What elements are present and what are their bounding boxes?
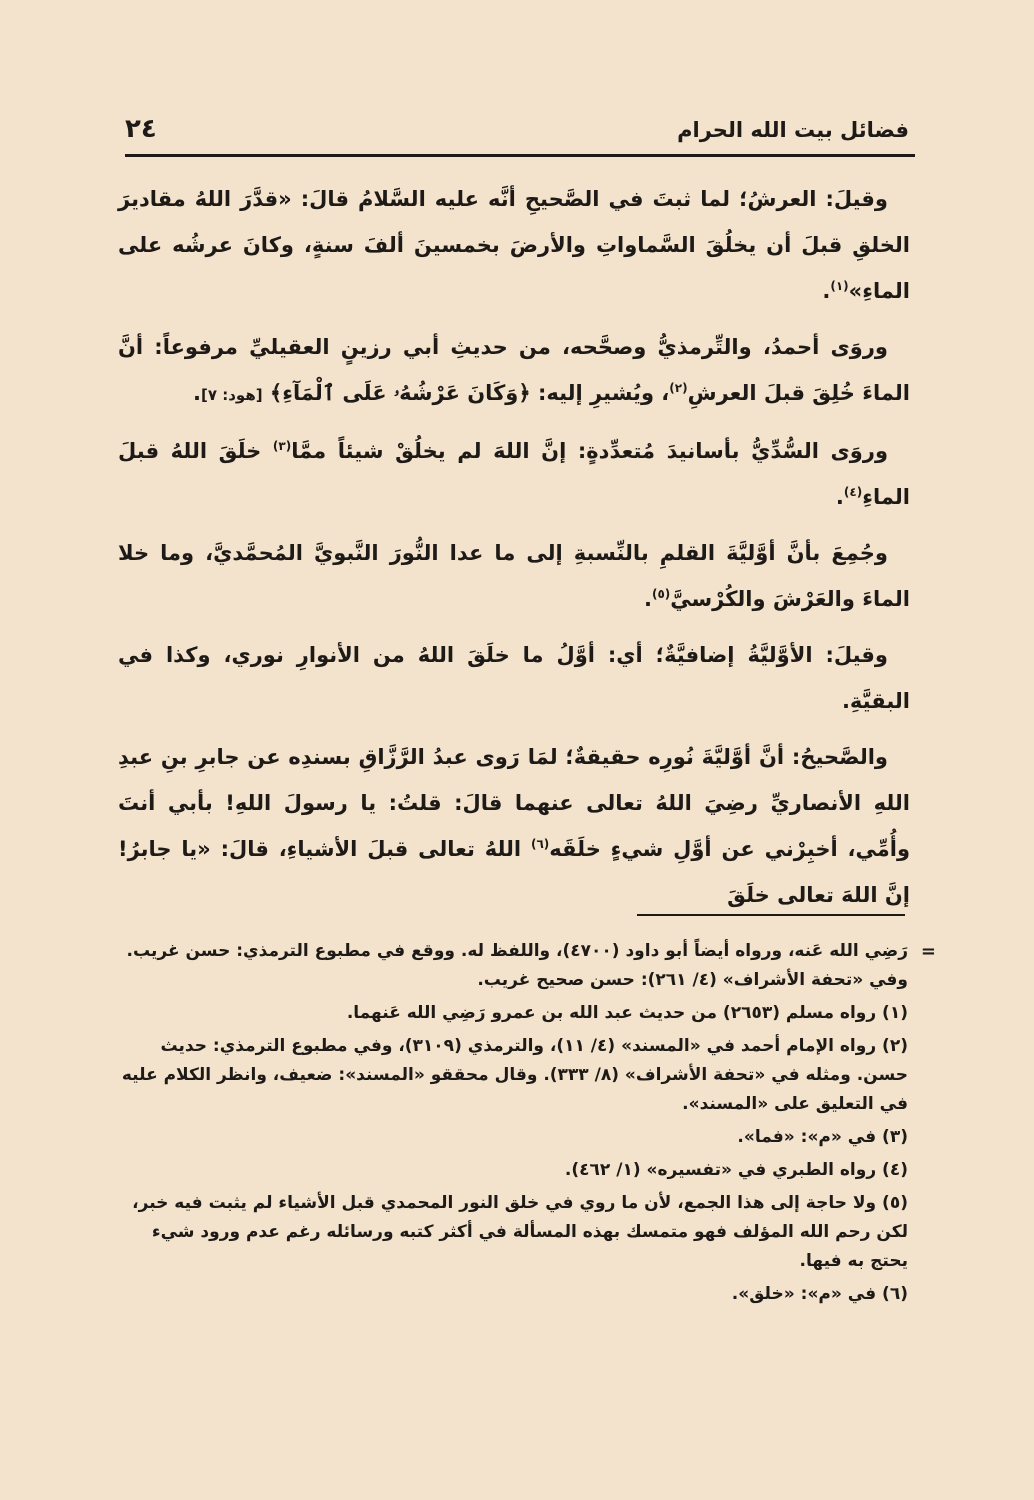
footnote-text: رواه مسلم (٢٦٥٣) من حديث عبد الله بن عمرو رَضِي الله عَنهما. bbox=[346, 1003, 877, 1023]
footnote-label: (٤) bbox=[876, 1160, 908, 1180]
footnote-marker[interactable]: (٢) bbox=[669, 381, 688, 395]
footnote-marker[interactable]: (١) bbox=[830, 279, 849, 293]
footnote-item bbox=[118, 1032, 908, 1119]
paragraph-p5 bbox=[118, 632, 910, 724]
footnote-marker[interactable]: (٦) bbox=[530, 837, 550, 851]
header-rule bbox=[125, 154, 915, 157]
footnote-continuation-mark: = bbox=[920, 941, 936, 962]
text-run: . bbox=[822, 279, 831, 303]
footnote-text: في «م»: «خلق». bbox=[731, 1284, 877, 1304]
paragraph-p1 bbox=[118, 176, 910, 314]
paragraph-p3 bbox=[118, 428, 910, 520]
paragraph-p2 bbox=[118, 324, 910, 418]
footnote-label: (٢) bbox=[876, 1036, 908, 1056]
text-run: وروَى السُّدِّيُّ بأسانيدَ مُتعدِّدةٍ: إنَّ اللهَ لم يخلُقْ شيئاً ممَّا bbox=[291, 439, 888, 463]
running-header bbox=[125, 112, 909, 152]
footnotes bbox=[118, 937, 936, 1313]
footnote-text: رَضِي الله عَنه، ورواه أيضاً أبو داود (٤٧٠٠)، واللفظ له. ووقع في مطبوع الترمذي: حسن غريب. وفي «تحفة الأشراف» (٤/ ٢٦١): حسن صحيح غريب. bbox=[126, 941, 908, 990]
text-run: وقيلَ: الأوَّليَّةُ إضافيَّةٌ؛ أي: أوَّلُ ما خلَقَ اللهُ من الأنوارِ نوري، وكذا في البقيَّةِ. bbox=[118, 643, 910, 713]
footnote-text: رواه الطبري في «تفسيره» (١/ ٤٦٢). bbox=[564, 1160, 877, 1180]
footnote-item bbox=[118, 1123, 908, 1152]
page-number: ٢٤ bbox=[125, 114, 157, 144]
footnote-marker[interactable]: (٤) bbox=[843, 485, 863, 499]
footnote-item bbox=[118, 1156, 908, 1185]
text-run: . bbox=[835, 485, 844, 509]
footnote-separator bbox=[637, 914, 905, 916]
paragraph-p6 bbox=[118, 734, 910, 918]
footnote-label: (٣) bbox=[876, 1127, 908, 1147]
footnote-label: (٦) bbox=[876, 1284, 908, 1304]
text-run bbox=[263, 381, 270, 405]
footnote-item bbox=[118, 999, 908, 1028]
verse-reference: [هود: ٧] bbox=[201, 386, 263, 404]
quran-quote: ﴿وَكَانَ عَرْشُهُۥ عَلَى ٱلْمَآءِ﴾ bbox=[269, 381, 531, 405]
text-run: وجُمِعَ بأنَّ أوَّليَّةَ القلمِ بالنِّسبةِ إلى ما عدا النُّورَ النَّبويَّ المُحمَّديَّ، وما خلا الماءَ والعَرْشَ والكُرْسيَّ bbox=[118, 541, 910, 611]
book-title: فضائل بيت الله الحرام bbox=[677, 118, 909, 142]
footnote-item bbox=[118, 937, 908, 995]
text-run: ، ويُشيرِ إليه: bbox=[530, 381, 670, 405]
text-run: . bbox=[193, 381, 201, 405]
footnote-item bbox=[118, 1189, 908, 1276]
paragraph-p4 bbox=[118, 530, 910, 622]
footnote-item bbox=[118, 1280, 908, 1309]
footnote-list bbox=[118, 937, 908, 1309]
footnote-label: (٥) bbox=[876, 1193, 908, 1213]
text-run: وروَى أحمدُ، والتِّرمذيُّ وصحَّحه، من حديثِ أبي رزينٍ العقيليِّ مرفوعاً: أنَّ الماءَ خُلِقَ قبلَ العرشِ bbox=[118, 335, 910, 405]
main-text bbox=[118, 176, 910, 928]
text-run: وقيلَ: العرشُ؛ لما ثبتَ في الصَّحيحِ أنَّه عليه السَّلامُ قالَ: «قدَّرَ اللهُ مقاديرَ الخلقِ قبلَ أن يخلُقَ السَّماواتِ والأرضَ بخمسينَ ألفَ سنةٍ، وكانَ عرشُه على الماءِ» bbox=[118, 187, 910, 303]
text-run: . bbox=[643, 587, 652, 611]
text-run: اللهُ تعالى قبلَ الأشياءِ، قالَ: «يا جابرُ! إنَّ اللهَ تعالى خلَقَ bbox=[118, 837, 910, 907]
footnote-marker[interactable]: (٥) bbox=[651, 587, 671, 601]
footnote-text: رواه الإمام أحمد في «المسند» (٤/ ١١)، والترمذي (٣١٠٩)، وفي مطبوع الترمذي: حديث حسن. ومثله في «تحفة الأشراف» (٨/ ٣٣٣). وقال محققو «المسند»: ضعيف، وانظر الكلام عليه في التعليق على «المسند». bbox=[121, 1036, 908, 1114]
footnote-label: (١) bbox=[876, 1003, 908, 1023]
text-run: والصَّحيحُ: أنَّ أوَّليَّةَ نُورِه حقيقةٌ؛ لمَا رَوى عبدُ الرَّزَّاقِ بسندِه عن جابرِ بنِ عبدِ اللهِ الأنصاريِّ رضِيَ اللهُ تعالى عنهما قالَ: قلتُ: يا رسولَ اللهِ! بأبي أنتَ وأُمِّي، أخبِرْني عن أوَّلِ شيءٍ خلَقَه bbox=[118, 745, 910, 861]
footnote-marker[interactable]: (٣) bbox=[272, 439, 292, 453]
footnote-text: في «م»: «فما». bbox=[737, 1127, 877, 1147]
footnote-text: ولا حاجة إلى هذا الجمع، لأن ما روي في خلق النور المحمدي قبل الأشياء لم يثبت فيه خبر، لكن رحم الله المؤلف فهو متمسك بهذه المسألة في أكثر كتبه ورسائله رغم عدم ورود شيء يحتج به فيها. bbox=[132, 1193, 908, 1271]
text-run: خلَقَ اللهُ قبلَ الماءِ bbox=[118, 439, 910, 509]
